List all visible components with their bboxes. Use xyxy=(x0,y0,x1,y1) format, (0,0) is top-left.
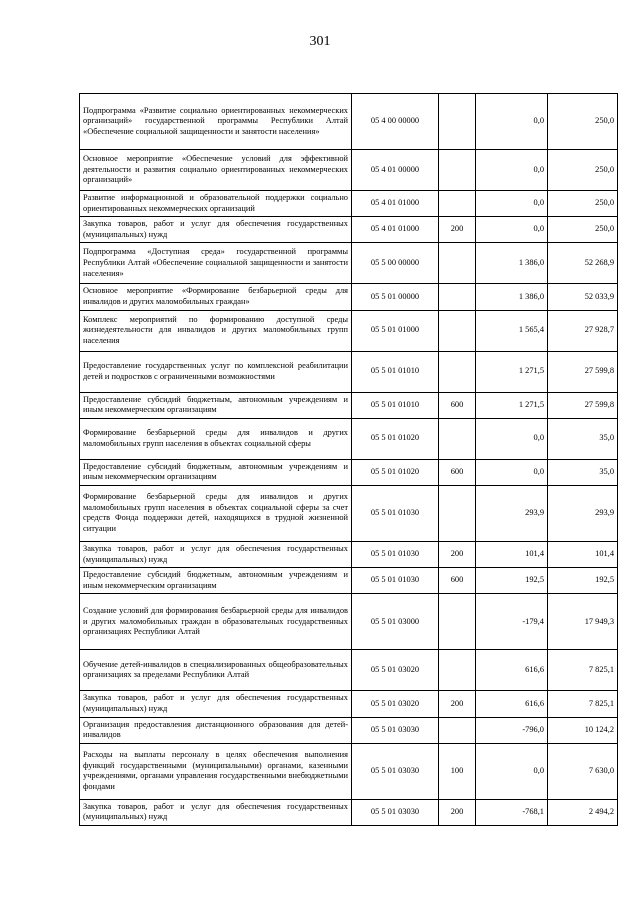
row-type-cell: 600 xyxy=(439,459,476,485)
table-row xyxy=(80,284,618,310)
row-type-cell xyxy=(439,717,476,743)
row-value2-cell: 52 268,9 xyxy=(548,243,618,284)
table-row xyxy=(80,485,618,541)
row-code-cell: 05 5 01 03030 xyxy=(352,743,439,799)
row-value1-cell: 0,0 xyxy=(476,459,548,485)
row-value1-cell: 1 271,5 xyxy=(476,392,548,418)
row-type-cell xyxy=(439,284,476,310)
row-type-cell: 100 xyxy=(439,743,476,799)
row-code-cell: 05 5 00 00000 xyxy=(352,243,439,284)
row-code-cell: 05 5 01 01030 xyxy=(352,541,439,567)
row-code-cell: 05 5 01 03030 xyxy=(352,717,439,743)
table-row xyxy=(80,568,618,594)
row-name-cell: Создание условий для формирования безбарьерной среды для инвалидов и других маломобильных граждан в образовательных государственных организациях Республики Алтай xyxy=(80,594,352,650)
row-value2-cell: 27 928,7 xyxy=(548,310,618,351)
row-type-cell: 200 xyxy=(439,799,476,825)
row-name-cell: Предоставление субсидий бюджетным, автономным учреждениям и иным некоммерческим организациям xyxy=(80,568,352,594)
row-code-cell: 05 5 01 01010 xyxy=(352,392,439,418)
row-value2-cell: 35,0 xyxy=(548,459,618,485)
row-name-cell: Основное мероприятие «Обеспечение условий для эффективной деятельности и развития социально ориентированных некоммерческих организаций» xyxy=(80,150,352,191)
row-value2-cell: 35,0 xyxy=(548,418,618,459)
row-value2-cell: 52 033,9 xyxy=(548,284,618,310)
row-value1-cell: 0,0 xyxy=(476,94,548,150)
row-value1-cell: 0,0 xyxy=(476,418,548,459)
row-value1-cell: 101,4 xyxy=(476,541,548,567)
row-type-cell xyxy=(439,243,476,284)
table-row xyxy=(80,594,618,650)
row-value2-cell: 250,0 xyxy=(548,150,618,191)
row-type-cell: 600 xyxy=(439,568,476,594)
table-row xyxy=(80,691,618,717)
row-name-cell: Формирование безбарьерной среды для инвалидов и других маломобильных групп населения в объектах социальной сферы за счет средств Фонда поддержки детей, находящихся в трудной жизненной ситуации xyxy=(80,485,352,541)
row-value1-cell: 192,5 xyxy=(476,568,548,594)
row-value1-cell: 0,0 xyxy=(476,150,548,191)
row-name-cell: Комплекс мероприятий по формированию доступной среды жизнедеятельности для инвалидов и других маломобильных групп населения xyxy=(80,310,352,351)
row-value1-cell: 0,0 xyxy=(476,217,548,243)
row-value2-cell: 192,5 xyxy=(548,568,618,594)
row-code-cell: 05 5 01 01020 xyxy=(352,418,439,459)
row-name-cell: Предоставление субсидий бюджетным, автономным учреждениям и иным некоммерческим организациям xyxy=(80,459,352,485)
row-code-cell: 05 5 01 01010 xyxy=(352,351,439,392)
table-row xyxy=(80,650,618,691)
row-value2-cell: 7 825,1 xyxy=(548,691,618,717)
row-value2-cell: 293,9 xyxy=(548,485,618,541)
row-name-cell: Формирование безбарьерной среды для инвалидов и других маломобильных групп населения в объектах социальной сферы xyxy=(80,418,352,459)
row-value1-cell: 293,9 xyxy=(476,485,548,541)
page-number: 301 xyxy=(309,34,331,49)
table-row xyxy=(80,418,618,459)
table-row xyxy=(80,243,618,284)
row-type-cell: 600 xyxy=(439,392,476,418)
row-name-cell: Предоставление государственных услуг по комплексной реабилитации детей и подростков с ограниченными возможностями xyxy=(80,351,352,392)
budget-table xyxy=(79,93,618,826)
row-type-cell: 200 xyxy=(439,541,476,567)
row-value2-cell: 7 825,1 xyxy=(548,650,618,691)
table-row xyxy=(80,191,618,217)
row-value2-cell: 7 630,0 xyxy=(548,743,618,799)
row-type-cell xyxy=(439,418,476,459)
table-row xyxy=(80,217,618,243)
row-code-cell: 05 5 01 03020 xyxy=(352,650,439,691)
row-value2-cell: 250,0 xyxy=(548,217,618,243)
row-value1-cell: 0,0 xyxy=(476,743,548,799)
row-name-cell: Закупка товаров, работ и услуг для обеспечения государственных (муниципальных) нужд xyxy=(80,691,352,717)
row-value1-cell: -796,0 xyxy=(476,717,548,743)
row-value2-cell: 101,4 xyxy=(548,541,618,567)
row-value2-cell: 2 494,2 xyxy=(548,799,618,825)
row-type-cell xyxy=(439,351,476,392)
table-row xyxy=(80,150,618,191)
row-name-cell: Развитие информационной и образовательной поддержки социально ориентированных некоммерческих организаций xyxy=(80,191,352,217)
row-code-cell: 05 4 01 00000 xyxy=(352,150,439,191)
table-row xyxy=(80,310,618,351)
row-code-cell: 05 5 01 01030 xyxy=(352,485,439,541)
row-type-cell xyxy=(439,485,476,541)
row-type-cell xyxy=(439,594,476,650)
table-row xyxy=(80,541,618,567)
row-code-cell: 05 5 01 03000 xyxy=(352,594,439,650)
row-code-cell: 05 5 01 03020 xyxy=(352,691,439,717)
row-value2-cell: 27 599,8 xyxy=(548,392,618,418)
row-name-cell: Обучение детей-инвалидов в специализированных общеобразовательных организациях за пределами Республики Алтай xyxy=(80,650,352,691)
row-name-cell: Закупка товаров, работ и услуг для обеспечения государственных (муниципальных) нужд xyxy=(80,217,352,243)
row-code-cell: 05 4 01 01000 xyxy=(352,191,439,217)
table-row xyxy=(80,392,618,418)
table-row xyxy=(80,94,618,150)
row-value2-cell: 10 124,2 xyxy=(548,717,618,743)
row-code-cell: 05 5 01 01030 xyxy=(352,568,439,594)
table-row xyxy=(80,717,618,743)
row-name-cell: Расходы на выплаты персоналу в целях обеспечения выполнения функций государственными (муниципальными) органами, казенными учреждениями, органами управления государственными внебюджетными фондами xyxy=(80,743,352,799)
table-row xyxy=(80,351,618,392)
row-value1-cell: 1 271,5 xyxy=(476,351,548,392)
row-value2-cell: 250,0 xyxy=(548,94,618,150)
row-value2-cell: 17 949,3 xyxy=(548,594,618,650)
row-code-cell: 05 5 01 01000 xyxy=(352,310,439,351)
row-code-cell: 05 5 01 03030 xyxy=(352,799,439,825)
row-name-cell: Закупка товаров, работ и услуг для обеспечения государственных (муниципальных) нужд xyxy=(80,799,352,825)
row-code-cell: 05 4 01 01000 xyxy=(352,217,439,243)
row-value1-cell: -179,4 xyxy=(476,594,548,650)
row-value2-cell: 250,0 xyxy=(548,191,618,217)
table-row xyxy=(80,743,618,799)
row-name-cell: Подпрограмма «Доступная среда» государственной программы Республики Алтай «Обеспечение социальной защищенности и занятости населения» xyxy=(80,243,352,284)
row-type-cell xyxy=(439,150,476,191)
row-name-cell: Организация предоставления дистанционного образования для детей-инвалидов xyxy=(80,717,352,743)
budget-table-body xyxy=(80,94,618,826)
row-code-cell: 05 4 00 00000 xyxy=(352,94,439,150)
row-type-cell: 200 xyxy=(439,217,476,243)
row-type-cell xyxy=(439,650,476,691)
row-value1-cell: 1 386,0 xyxy=(476,243,548,284)
row-value1-cell: -768,1 xyxy=(476,799,548,825)
row-name-cell: Подпрограмма «Развитие социально ориентированных некоммерческих организаций» государственной программы Республики Алтай «Обеспечение социальной защищенности и занятости населения» xyxy=(80,94,352,150)
table-row xyxy=(80,459,618,485)
row-value1-cell: 0,0 xyxy=(476,191,548,217)
row-code-cell: 05 5 01 00000 xyxy=(352,284,439,310)
row-value2-cell: 27 599,8 xyxy=(548,351,618,392)
row-type-cell xyxy=(439,310,476,351)
row-value1-cell: 616,6 xyxy=(476,691,548,717)
row-value1-cell: 616,6 xyxy=(476,650,548,691)
row-type-cell: 200 xyxy=(439,691,476,717)
row-name-cell: Закупка товаров, работ и услуг для обеспечения государственных (муниципальных) нужд xyxy=(80,541,352,567)
row-name-cell: Основное мероприятие «Формирование безбарьерной среды для инвалидов и других маломобильных граждан» xyxy=(80,284,352,310)
table-row xyxy=(80,799,618,825)
row-type-cell xyxy=(439,191,476,217)
row-value1-cell: 1 386,0 xyxy=(476,284,548,310)
row-code-cell: 05 5 01 01020 xyxy=(352,459,439,485)
row-name-cell: Предоставление субсидий бюджетным, автономным учреждениям и иным некоммерческим организациям xyxy=(80,392,352,418)
row-type-cell xyxy=(439,94,476,150)
row-value1-cell: 1 565,4 xyxy=(476,310,548,351)
